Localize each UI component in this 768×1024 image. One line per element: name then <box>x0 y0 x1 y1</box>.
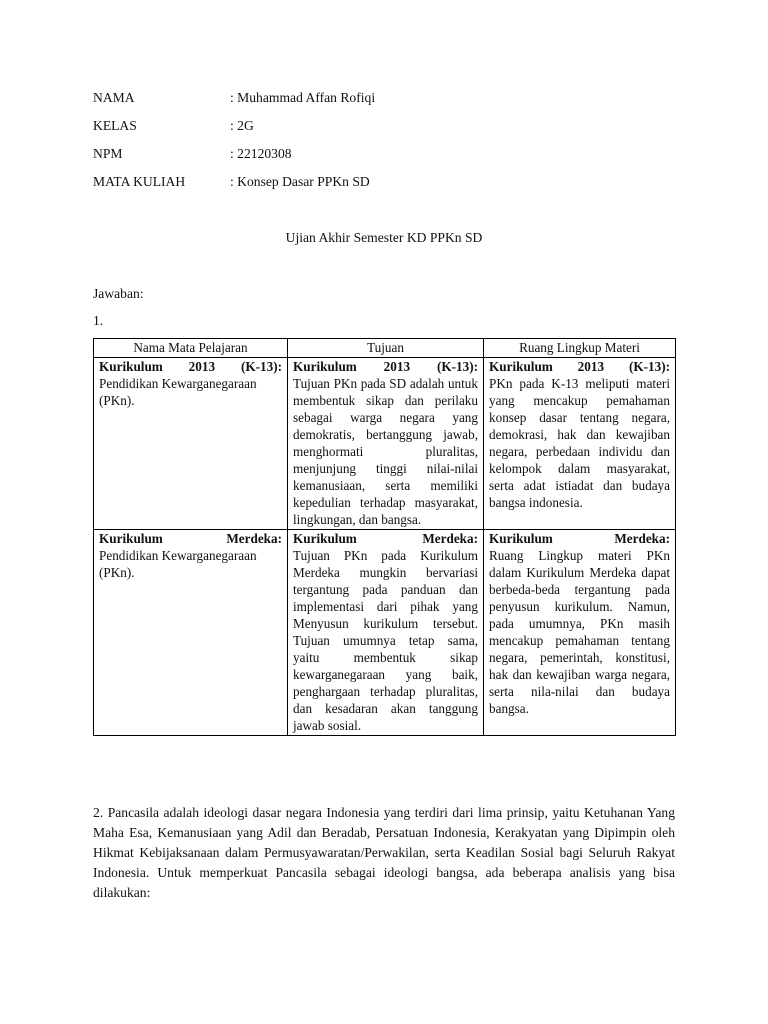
cell-objective-k13 <box>288 358 484 530</box>
class-label: KELAS <box>93 118 137 133</box>
cell-title: Kurikulum Merdeka: <box>99 531 282 546</box>
cell-body: Tujuan PKn pada SD adalah untuk membentuk sikap dan perilaku sebagai warga negara yang demokratis, bertanggung jawab, menghormati pluralitas, menjunjung tinggi nilai-nilai kemanusiaan, serta memiliki kepedulian terhadap masyarakat, lingkungan, dan bangsa. <box>293 376 478 527</box>
course-label: MATA KULIAH <box>93 174 186 189</box>
cell-scope-k13 <box>484 358 676 530</box>
table-row-k13 <box>94 358 676 530</box>
name-value: : Muhammad Affan Rofiqi <box>230 90 376 105</box>
cell-title: Kurikulum 2013 (K-13): <box>293 359 478 374</box>
header-subject: Nama Mata Pelajaran <box>94 339 288 358</box>
npm-label: NPM <box>93 146 123 161</box>
cell-title: Kurikulum 2013 (K-13): <box>489 359 670 374</box>
cell-body: PKn pada K-13 meliputi materi yang mencakup pemahaman konsep dasar tentang negara, demokrasi, hak dan kewajiban negara, perbedaan individu dan kelompok dalam masyarakat, serta adat istiadat dan budaya bangsa indonesia. <box>489 376 670 510</box>
curriculum-comparison-table <box>93 338 676 736</box>
cell-objective-merdeka <box>288 530 484 736</box>
name-label: NAMA <box>93 90 135 105</box>
table-header-row <box>94 339 676 358</box>
cell-subject-k13 <box>94 358 288 530</box>
course-value: : Konsep Dasar PPKn SD <box>230 174 370 189</box>
cell-body: Pendidikan Kewarganegaraan (PKn). <box>99 376 257 408</box>
header-objective: Tujuan <box>288 339 484 358</box>
cell-title: Kurikulum Merdeka: <box>489 531 670 546</box>
answer-label: Jawaban: <box>93 286 144 301</box>
exam-title: Ujian Akhir Semester KD PPKn SD <box>285 230 483 245</box>
cell-title: Kurikulum Merdeka: <box>293 531 478 546</box>
cell-body: Pendidikan Kewarganegaraan (PKn). <box>99 548 257 580</box>
class-value: : 2G <box>230 118 254 133</box>
cell-body: Tujuan PKn pada Kurikulum Merdeka mungkin bervariasi tergantung pada panduan dan implementasi dari pihak yang Menyusun kurikulum tersebut. Tujuan umumnya tetap sama, yaitu membentuk sikap kewarganegaraan yang baik, penghargaan terhadap pluralitas, dan kesadaran akan tanggung jawab sosial. <box>293 548 478 733</box>
question-2-paragraph: 2. Pancasila adalah ideologi dasar negara Indonesia yang terdiri dari lima prinsip, yaitu Ketuhanan Yang Maha Esa, Kemanusiaan yang Adil dan Beradab, Persatuan Indonesia, Kerakyatan yang Dipimpin oleh Hikmat Kebijaksanaan dalam Permusyawaratan/Perwakilan, serta Keadilan Sosial bagi Seluruh Rakyat Indonesia. Untuk memperkuat Pancasila sebagai ideologi bangsa, ada beberapa analisis yang bisa dilakukan: <box>93 805 675 900</box>
cell-scope-merdeka <box>484 530 676 736</box>
header-scope: Ruang Lingkup Materi <box>484 339 676 358</box>
table-row-merdeka <box>94 530 676 736</box>
npm-value: : 22120308 <box>230 146 292 161</box>
question-1-number: 1. <box>93 313 104 328</box>
cell-subject-merdeka <box>94 530 288 736</box>
cell-title: Kurikulum 2013 (K-13): <box>99 359 282 374</box>
cell-body: Ruang Lingkup materi PKn dalam Kurikulum Merdeka dapat berbeda-beda tergantung pada penyusun kurikulum. Namun, pada umumnya, PKn masih mencakup pemahaman tentang negara, pemerintah, konstitusi, hak dan kewajiban warga negara, serta nila-nilai dan budaya bangsa. <box>489 548 670 716</box>
